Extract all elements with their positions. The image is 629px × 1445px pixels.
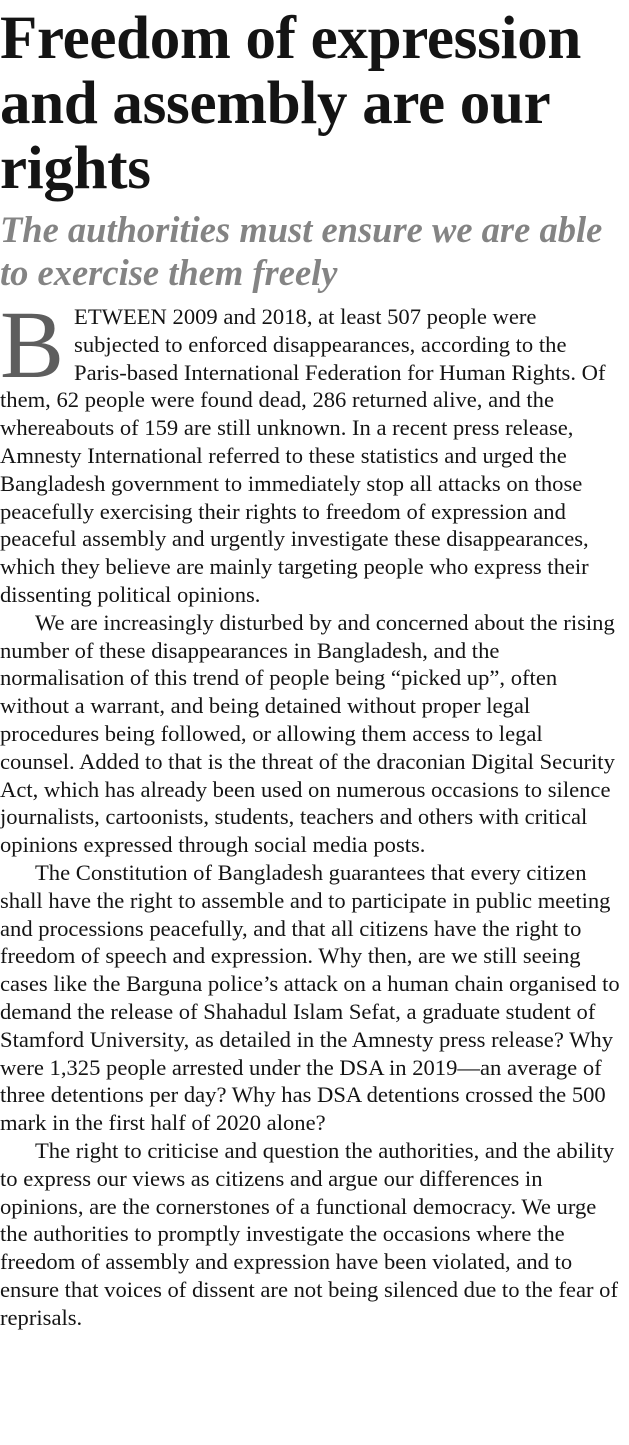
paragraph-1-text: ETWEEN 2009 and 2018, at least 507 people were subjected to enforced disappearances, according to the Paris-based International Federation for Human Rights. Of them, 62 people were found dead, 286 returned alive, and the whereabouts of 159 are still unknown. In a recent press release, Amnesty International referred to these statistics and urged the Bangladesh government to immediately stop all attacks on those peacefully exercising their rights to freedom of expression and peaceful assembly and urgently investigate these disappearances, which they believe are mainly targeting people who express their dissenting political opinions. xyxy=(0,304,606,607)
paragraph-2: We are increasingly disturbed by and concerned about the rising number of these disappearances in Bangladesh, and the normalisation of this trend of people being “picked up”, often without a warrant, and being detained without proper legal procedures being followed, or allowing them access to legal counsel. Added to that is the threat of the draconian Digital Security Act, which has already been used on numerous occasions to silence journalists, cartoonists, students, teachers and others with critical opinions expressed through social media posts. xyxy=(0,609,615,858)
article-body xyxy=(0,291,623,1331)
paragraph-3: The Constitution of Bangladesh guarantees that every citizen shall have the right to assemble and to participate in public meeting and processions peacefully, and that all citizens have the right to freedom of speech and expression. Why then, are we still seeing cases like the Barguna police’s attack on a human chain organised to demand the release of Shahadul Islam Sefat, a graduate student of Stamford University, as detailed in the Amnesty press release? Why were 1,325 people arrested under the DSA in 2019—an average of three detentions per day? Why has DSA detentions crossed the 500 mark in the first half of 2020 alone? xyxy=(0,859,620,1136)
subheadline: The authorities must ensure we are able to exercise them freely xyxy=(0,209,603,293)
paragraph-1 xyxy=(0,291,623,609)
drop-cap: B xyxy=(0,291,65,398)
paragraph-4: The right to criticise and question the authorities, and the ability to express our views as citizens and argue our differences in opinions, are the cornerstones of a functional democracy. We urge the authorities to promptly investigate the occasions where the freedom of assembly and expression have been violated, and to ensure that voices of dissent are not being silenced due to the fear of reprisals. xyxy=(0,1137,618,1330)
headline: Freedom of expression and assembly are our rights xyxy=(0,5,582,202)
